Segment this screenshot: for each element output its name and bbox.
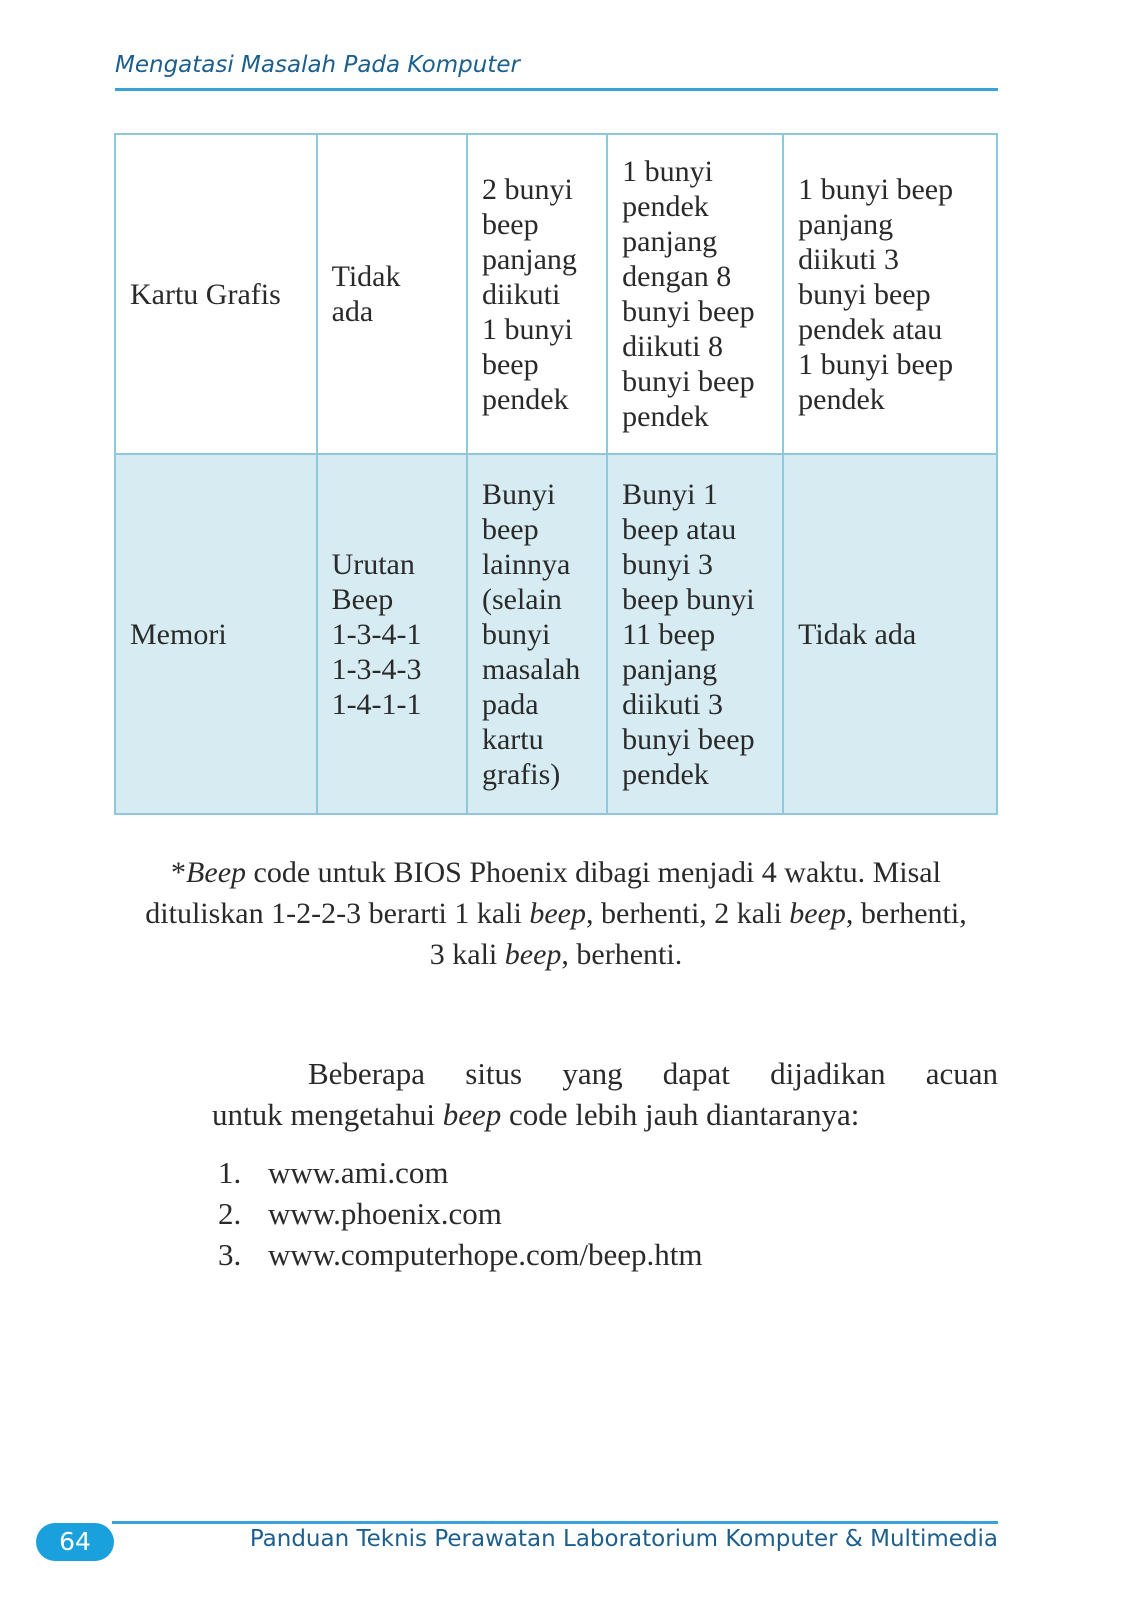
cell-text-line: pendek (481, 382, 569, 416)
table-row (115, 454, 997, 814)
cell-text-line: Kartu Grafis (130, 277, 281, 311)
cell-text-line: diikuti 3 (798, 242, 899, 276)
note-line-3: 3 kali beep, berhenti. (429, 938, 683, 971)
cell-text-line: Tidak ada (798, 617, 917, 651)
cell-text-line: Bunyi 1 (622, 477, 718, 511)
cell-text-line: pendek (622, 757, 709, 791)
table-cell (317, 454, 467, 814)
site-link-phoenix[interactable]: www.phoenix.com (268, 1196, 502, 1231)
table-cell (783, 454, 997, 814)
cell-text-line: 2 bunyi (481, 172, 573, 206)
cell-text-line: Beep (331, 582, 394, 616)
cell-text-line: grafis) (481, 757, 561, 791)
cell-text-line: beep (481, 347, 539, 381)
cell-text-line: panjang (798, 207, 894, 241)
cell-text-line: beep (481, 512, 539, 546)
cell-text-line: masalah (481, 652, 581, 686)
table-row (115, 134, 997, 454)
cell-text-line: bunyi 3 (622, 547, 713, 581)
cell-text-line: pendek (622, 190, 709, 223)
table-cell (115, 454, 317, 814)
cell-text-line: 11 beep (622, 617, 716, 651)
header-rule (115, 88, 998, 91)
note-line-1: *Beep code untuk BIOS Phoenix dibagi menjadi 4 waktu. Misal (171, 856, 941, 889)
table-cell (607, 454, 783, 814)
cell-text-line: beep bunyi (622, 582, 755, 616)
list-item: 1. www.ami.com (218, 1155, 449, 1190)
table-cell (115, 134, 317, 454)
cell-text-line: bunyi beep (622, 295, 755, 328)
running-header-title: Mengatasi Masalah Pada Komputer (115, 52, 520, 78)
cell-text-line: bunyi beep (798, 277, 931, 311)
cell-text-line: 1-4-1-1 (331, 687, 422, 721)
cell-text-line: lainnya (481, 547, 571, 581)
cell-text-line: 1 bunyi (481, 312, 573, 346)
paragraph-line-1: Beberapa situs yang dapat dijadikan acuan (308, 1056, 998, 1091)
cell-text-line: Memori (130, 617, 227, 651)
cell-text-line: pendek (622, 400, 709, 433)
cell-text-line: pada (481, 687, 539, 721)
reference-paragraph (212, 1053, 998, 1135)
cell-text-line: 1 bunyi beep (798, 172, 954, 206)
cell-text-line: panjang (622, 652, 718, 686)
site-link-computerhope[interactable]: www.computerhope.com/beep.htm (268, 1237, 703, 1272)
footer-book-title: Panduan Teknis Perawatan Laboratorium Komputer & Multimedia (249, 1526, 998, 1552)
cell-text-line: (selain (481, 582, 562, 616)
cell-text-line: beep (481, 207, 539, 241)
cell-text-line: beep atau (622, 512, 737, 546)
table-cell (607, 134, 783, 454)
cell-text-line: diikuti 3 (622, 687, 723, 721)
cell-text-line: pendek (798, 382, 885, 416)
footer-rule (112, 1521, 998, 1524)
cell-text-line: 1 bunyi (622, 155, 713, 188)
cell-text-line: bunyi beep (622, 365, 755, 398)
paragraph-line-2: untuk mengetahui beep code lebih jauh diantaranya: (212, 1097, 860, 1132)
cell-text-line: Bunyi (481, 477, 556, 511)
cell-text-line: bunyi beep (622, 722, 755, 756)
reference-site-list (218, 1152, 702, 1275)
cell-text-line: panjang (622, 225, 718, 258)
table-cell (467, 134, 607, 454)
page-number-badge: 64 (36, 1523, 114, 1561)
site-link-ami[interactable]: www.ami.com (268, 1155, 449, 1190)
cell-text-line: bunyi (481, 617, 551, 651)
cell-text-line: ada (331, 295, 374, 328)
table-cell (783, 134, 997, 454)
cell-text-line: 1 bunyi beep (798, 347, 954, 381)
beep-code-table (114, 133, 998, 815)
cell-text-line: dengan 8 (622, 260, 732, 293)
table-cell (467, 454, 607, 814)
beep-code-note (114, 852, 998, 975)
cell-text-line: diikuti 8 (622, 330, 723, 363)
list-item: 3. www.computerhope.com/beep.htm (218, 1237, 703, 1272)
note-line-2: dituliskan 1-2-2-3 berarti 1 kali beep, berhenti, 2 kali beep, berhenti, (145, 897, 967, 930)
cell-text-line: Urutan (331, 547, 415, 581)
cell-text-line: 1-3-4-1 (331, 617, 422, 651)
cell-text-line: kartu (481, 722, 544, 756)
cell-text-line: diikuti (481, 277, 561, 311)
cell-text-line: pendek atau (798, 312, 943, 346)
cell-text-line: Tidak (331, 260, 401, 293)
table-cell (317, 134, 467, 454)
list-item: 2. www.phoenix.com (218, 1196, 502, 1231)
cell-text-line: panjang (481, 242, 577, 276)
cell-text-line: 1-3-4-3 (331, 652, 422, 686)
